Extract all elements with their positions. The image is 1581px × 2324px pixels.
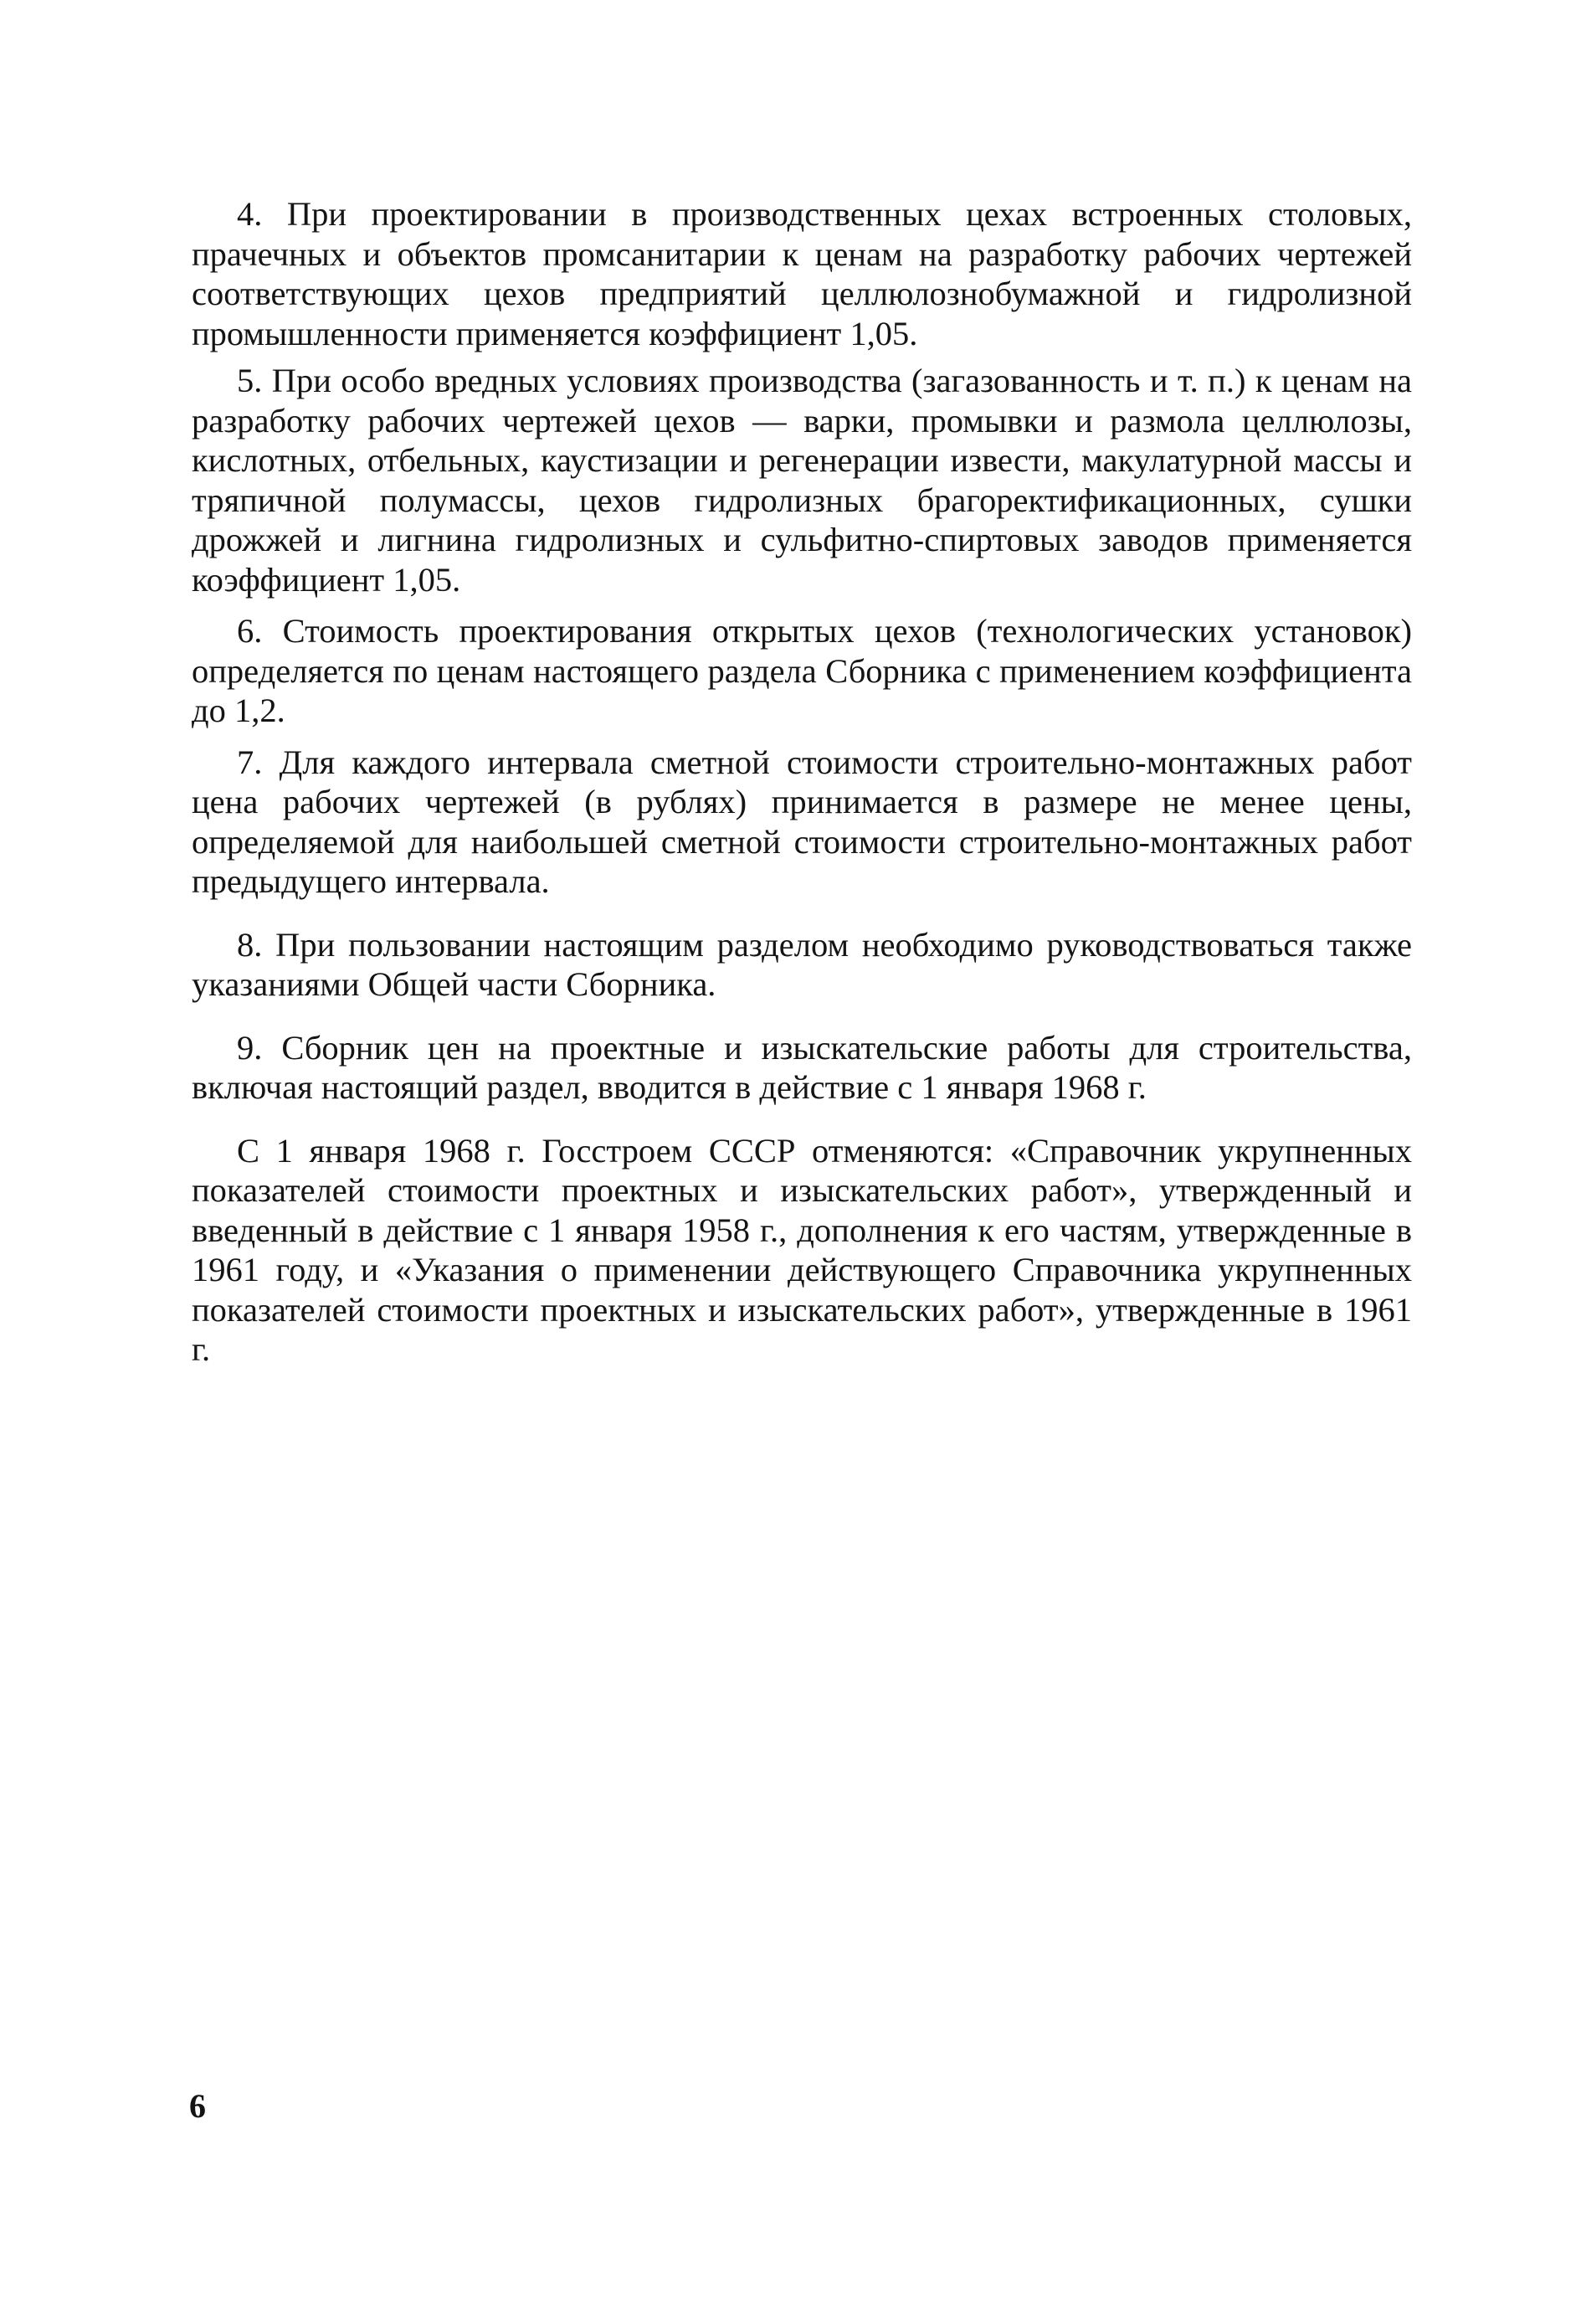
paragraph-9: 9. Сборник цен на проектные и изыскательские работы для строительства, включая настоящий раздел, вводится в действие с 1 января 1968 г. xyxy=(192,1028,1412,1106)
paragraph-6: 6. Стоимость проектирования открытых цехов (технологических установок) определяется по ценам настоящего раздела Сборника с применением коэффициента до 1,2. xyxy=(192,612,1412,729)
paragraph-5: 5. При особо вредных условиях производства (загазованность и т. п.) к ценам на разработку рабочих чертежей цехов — варки, промывки и размола целлюлозы, кислотных, отбельных, каустизации и регенерации извести, макулатурной массы и тряпичной полумассы, цехов гидролизных брагоректификационных, сушки дрожжей и лигнина гидролизных и сульфитно-спиртовых заводов применяется коэффициент 1,05. xyxy=(192,362,1412,599)
paragraph-7: 7. Для каждого интервала сметной стоимости строительно-монтажных работ цена рабочих чертежей (в рублях) принимается в размере не менее цены, определяемой для наибольшей сметной стоимости строительно-монтажных работ предыдущего интервала. xyxy=(192,743,1412,900)
paragraph-4: 4. При проектировании в производственных цехах встроенных столовых, прачечных и объектов промсанитарии к ценам на разработку рабочих чертежей соответствующих цехов предприятий целлюлознобумажной и гидролизной промышленности применяется коэффициент 1,05. xyxy=(192,195,1412,352)
paragraph-cancellation: С 1 января 1968 г. Госстроем СССР отменяются: «Справочник укрупненных показателей стоимости проектных и изыскательских работ», утвержденный и введенный в действие с 1 января 1958 г., дополнения к его частям, утвержденные в 1961 году, и «Указания о применении действующего Справочника укрупненных показателей стоимости проектных и изыскательских работ», утвержденные в 1961 г. xyxy=(192,1131,1412,1368)
paragraph-8: 8. При пользовании настоящим разделом необходимо руководствоваться также указаниями Общей части Сборника. xyxy=(192,925,1412,1003)
page-number: 6 xyxy=(189,2087,206,2125)
document-page xyxy=(192,194,1412,1370)
